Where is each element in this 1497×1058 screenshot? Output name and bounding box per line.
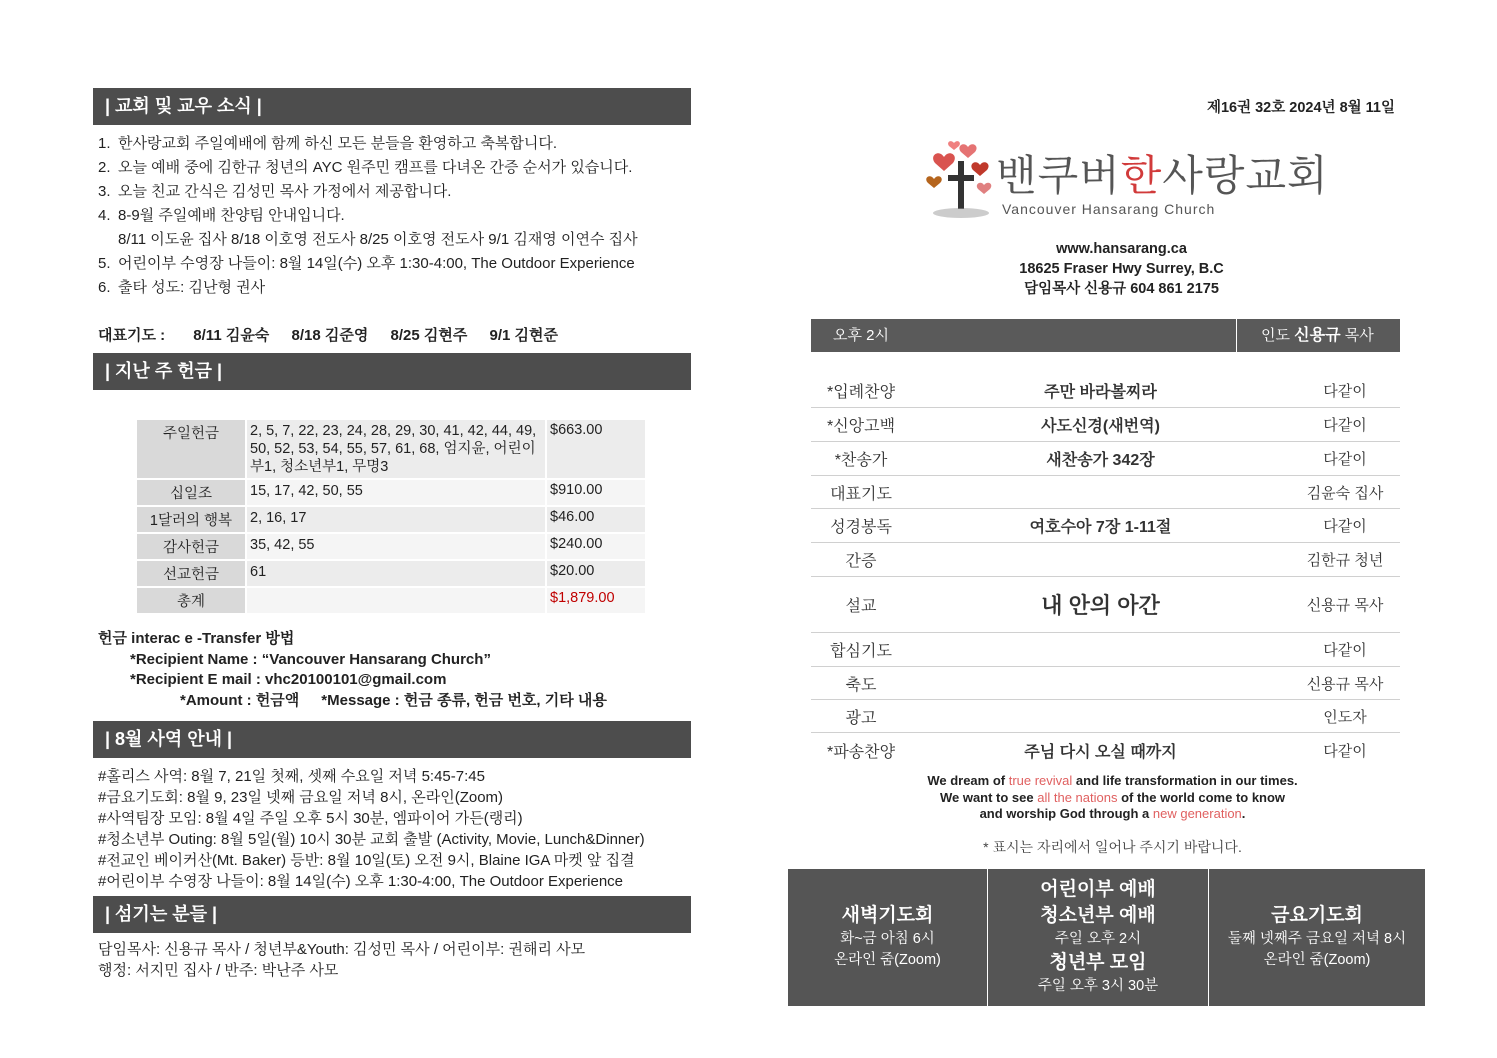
issue-date: 제16권 32호 2024년 8월 11일	[1206, 100, 1395, 116]
news-list	[93, 132, 691, 300]
dawn-prayer-box: 새벽기도회 화~금 아침 6시 온라인 줌(Zoom)	[834, 905, 941, 968]
table-row: 대표기도 김윤숙 집사	[811, 476, 1400, 509]
prayer-item: 8/25 김현주	[390, 327, 468, 344]
table-row: 광고 인도자	[811, 700, 1400, 733]
prayer-item: 9/1 김현준	[489, 327, 559, 344]
servers-section-title: | 섬기는 분들 |	[93, 896, 691, 933]
table-row-total: 총계 $1,879.00	[137, 588, 645, 613]
church-logo	[924, 139, 1425, 223]
stand-note: * 표시는 자리에서 일어나 주시기 바랍니다.	[983, 838, 1242, 855]
etransfer-title: 헌금 interac e -Transfer 방법	[98, 630, 295, 647]
table-row: 주일헌금 2, 5, 7, 22, 23, 24, 28, 29, 30, 41, 42, 44, 49, 50, 52, 53, 54, 55, 57, 61, 68, 엄지윤, 어린이부1, 청소년부1, 무명3 $663.00	[137, 420, 645, 478]
list-item: #어린이부 수영장 나들이: 8월 14일(수) 오후 1:30-4:00, The Outdoor Experience	[98, 873, 624, 890]
ministry-list	[93, 766, 691, 892]
offering-table	[135, 418, 647, 615]
etransfer-fields: *Amount : 헌금액 *Message : 헌금 종류, 헌금 번호, 기타 내용	[180, 691, 607, 709]
list-item: #홀리스 사역: 8월 7, 21일 첫째, 셋째 수요일 저녁 5:45-7:45	[98, 768, 485, 785]
vision-statement: We dream of true revival and life transformation in our times. We want to see all the nations of the world come to know and worship God through a new generation.	[927, 773, 1298, 821]
table-row: 합심기도 다같이	[811, 633, 1400, 667]
list-item: #금요기도회: 8월 9, 23일 넷째 금요일 저녁 8시, 온라인(Zoom)	[98, 789, 504, 806]
list-item: #전교인 베이커산(Mt. Baker) 등반: 8월 10일(토) 오전 9시, Blaine IGA 마켓 앞 집결	[98, 852, 635, 869]
table-row: *입례찬양 주만 바라볼찌라 다같이	[811, 374, 1400, 408]
prayer-item: 8/18 김준영	[291, 327, 369, 344]
website-link[interactable]: www.hansarang.ca	[1056, 241, 1187, 257]
right-column	[788, 88, 1425, 1006]
order-of-worship	[811, 374, 1400, 767]
address: 18625 Fraser Hwy Surrey, B.C	[1019, 261, 1224, 277]
list-item: #청소년부 Outing: 8월 5일(월) 10시 30분 교회 출발 (Activity, Movie, Lunch&Dinner)	[98, 831, 645, 848]
table-row: *찬송가 새찬송가 342장 다같이	[811, 442, 1400, 476]
table-row: 감사헌금 35, 42, 55 $240.00	[137, 534, 645, 559]
prayer-item: 8/11 김윤숙	[193, 327, 270, 344]
logo-korean: 밴쿠버한사랑교회	[996, 152, 1329, 199]
table-row-sermon: 설교 내 안의 아간 신용규 목사	[811, 577, 1400, 633]
table-row: 1달러의 행복 2, 16, 17 $46.00	[137, 507, 645, 532]
meetings-panel	[788, 869, 1425, 1006]
list-item: 4. 8-9월 주일예배 찬양팀 안내입니다. 8/11 이도윤 집사 8/18 이호영 전도사 8/25 이호영 전도사 9/1 김재영 이연수 집사	[98, 204, 691, 252]
service-header	[811, 319, 1400, 352]
servers-list: 담임목사: 신용규 목사 / 청년부&Youth: 김성민 목사 / 어린이부: 권해리 사모 행정: 서지민 집사 / 반주: 박난주 사모	[98, 941, 586, 979]
table-row: *파송찬양 주님 다시 오실 때까지 다같이	[826, 742, 1367, 761]
list-item: 2. 오늘 예배 중에 김한규 청년의 AYC 원주민 캠프를 다녀온 간증 순서가 있습니다.	[98, 159, 633, 176]
list-item: 6. 출타 성도: 김난형 권사	[98, 279, 266, 296]
tree-heart-icon	[924, 139, 996, 223]
service-leader: 인도 신용규 목사	[1261, 327, 1374, 344]
recipient-name: *Recipient Name : “Vancouver Hansarang Church”	[130, 650, 491, 668]
offering-section-title: | 지난 주 헌금 |	[93, 353, 691, 390]
list-item: 3. 오늘 친교 간식은 김성민 목사 가정에서 제공합니다.	[98, 183, 452, 200]
sunday-groups-box: 어린이부 예배 청소년부 예배 주일 오후 2시 청년부 모임 주일 오후 3시 30분	[987, 869, 1208, 1006]
pastor-phone: 담임목사 신용규 604 861 2175	[1024, 281, 1219, 297]
offering-total: $1,879.00	[547, 588, 645, 613]
contact-info	[788, 239, 1425, 299]
sermon-title: 내 안의 아간	[1041, 593, 1160, 618]
prayer-schedule	[93, 324, 691, 345]
table-row: 십일조 15, 17, 42, 50, 55 $910.00	[137, 480, 645, 505]
etransfer-info	[93, 629, 691, 711]
friday-prayer-box: 금요기도회 둘째 넷째주 금요일 저녁 8시 온라인 줌(Zoom)	[1208, 869, 1425, 1006]
list-item: 1. 한사랑교회 주일예배에 함께 하신 모든 분들을 환영하고 축복합니다.	[98, 135, 558, 152]
table-row: 선교헌금 61 $20.00	[137, 561, 645, 586]
left-column	[93, 88, 691, 981]
service-time: 오후 2시	[811, 319, 1237, 352]
recipient-email: *Recipient E mail : vhc20100101@gmail.com	[130, 671, 447, 688]
list-item: #사역팀장 모임: 8월 4일 주일 오후 5시 30분, 엠파이어 가든(랭리)	[98, 810, 523, 827]
table-row: 축도 신용규 목사	[811, 667, 1400, 700]
table-row: 간증 김한규 청년	[811, 543, 1400, 577]
news-section-title: | 교회 및 교우 소식 |	[93, 88, 691, 125]
logo-english: Vancouver Hansarang Church	[1002, 201, 1216, 217]
list-item: 5. 어린이부 수영장 나들이: 8월 14일(수) 오후 1:30-4:00, The Outdoor Experience	[98, 255, 635, 272]
ministry-section-title: | 8월 사역 안내 |	[93, 721, 691, 758]
table-row: *신앙고백 사도신경(새번역) 다같이	[811, 408, 1400, 442]
table-row: 성경봉독 여호수아 7장 1-11절 다같이	[811, 509, 1400, 543]
prayer-label: 대표기도 :	[98, 327, 166, 344]
worship-team-schedule: 8/11 이도윤 집사 8/18 이호영 전도사 8/25 이호영 전도사 9/1 김재영 이연수 집사	[118, 231, 638, 248]
